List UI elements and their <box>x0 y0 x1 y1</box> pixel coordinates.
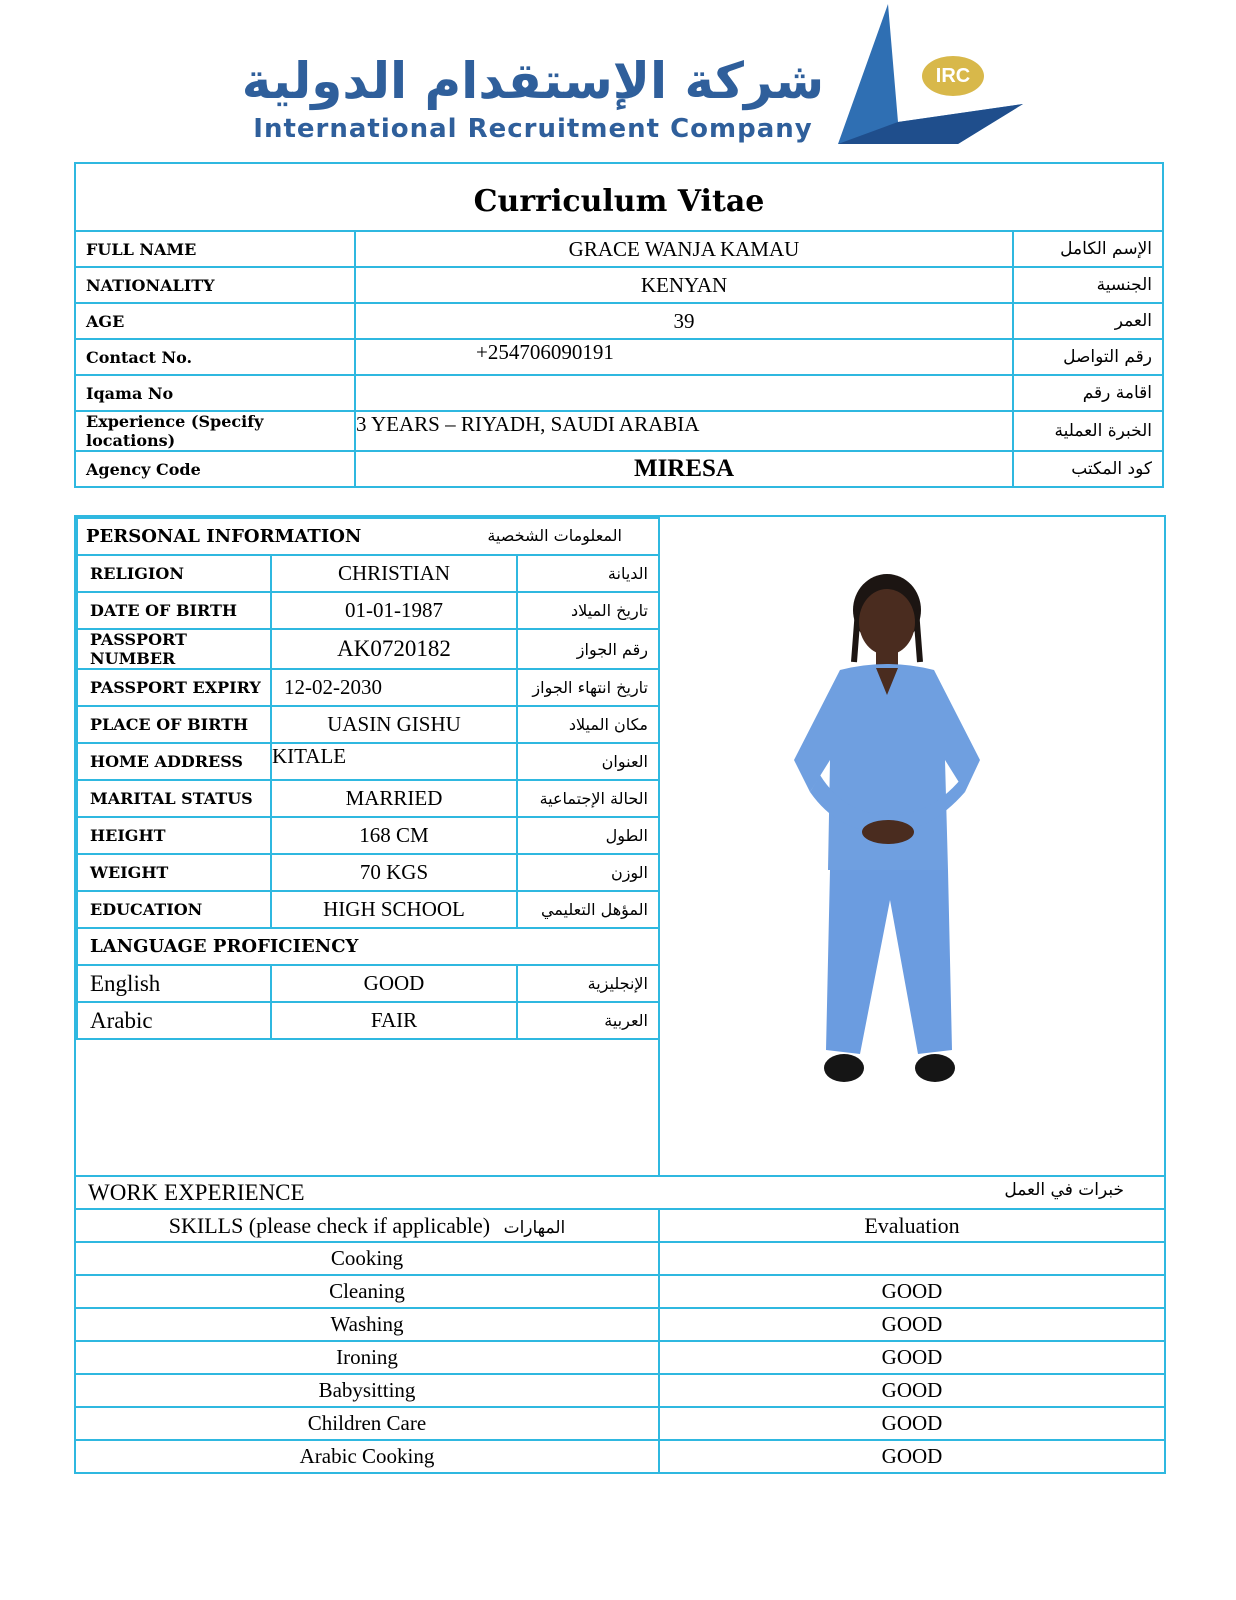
info-label-arabic: الطول <box>517 817 659 854</box>
work-experience-table <box>74 1175 1166 1474</box>
skill-evaluation: GOOD <box>659 1275 1165 1308</box>
summary-value: 3 YEARS – RIYADH, SAUDI ARABIA <box>355 411 1013 451</box>
summary-label-arabic: اقامة رقم <box>1013 375 1163 411</box>
skill-row <box>75 1374 1165 1407</box>
agency-code-value: MIRESA <box>355 451 1013 487</box>
skills-heading <box>75 1209 659 1242</box>
summary-row-agency-code <box>75 451 1163 487</box>
skill-name: Babysitting <box>75 1374 659 1407</box>
info-value: UASIN GISHU <box>271 706 517 743</box>
skills-heading-arabic: المهارات <box>503 1217 566 1238</box>
summary-label: AGE <box>75 303 355 339</box>
info-value: AK0720182 <box>271 629 517 669</box>
skill-evaluation: GOOD <box>659 1407 1165 1440</box>
info-row-education <box>77 891 659 928</box>
summary-label: NATIONALITY <box>75 267 355 303</box>
summary-label: Experience (Specify locations) <box>75 411 355 451</box>
skill-name: Washing <box>75 1308 659 1341</box>
info-label-arabic: مكان الميلاد <box>517 706 659 743</box>
language-level: FAIR <box>271 1002 517 1039</box>
info-label-arabic: الحالة الإجتماعية <box>517 780 659 817</box>
info-row-passport-number <box>77 629 659 669</box>
info-label-arabic: تاريخ انتهاء الجواز <box>517 669 659 706</box>
language-proficiency-heading: LANGUAGE PROFICIENCY <box>77 928 659 965</box>
summary-label-arabic: رقم التواصل <box>1013 339 1163 375</box>
info-label: EDUCATION <box>77 891 271 928</box>
info-label-arabic: العنوان <box>517 743 659 780</box>
summary-row-contact <box>75 339 1163 375</box>
summary-value: KENYAN <box>355 267 1013 303</box>
summary-row-full-name <box>75 231 1163 267</box>
info-row-religion <box>77 555 659 592</box>
skill-evaluation: GOOD <box>659 1308 1165 1341</box>
cv-summary-table <box>74 162 1164 488</box>
info-label: MARITAL STATUS <box>77 780 271 817</box>
skills-heading-text: SKILLS (please check if applicable) <box>168 1212 491 1238</box>
skill-row <box>75 1407 1165 1440</box>
skill-evaluation: GOOD <box>659 1440 1165 1473</box>
info-value: CHRISTIAN <box>271 555 517 592</box>
company-name-english: International Recruitment Company <box>253 114 813 144</box>
skills-header-row <box>75 1209 1165 1242</box>
skill-row <box>75 1341 1165 1374</box>
info-value: 12-02-2030 <box>271 669 517 706</box>
info-label-arabic: تاريخ الميلاد <box>517 592 659 629</box>
language-level: GOOD <box>271 965 517 1002</box>
summary-value: 39 <box>355 303 1013 339</box>
summary-value: +254706090191 <box>355 339 1013 375</box>
info-label: PASSPORT EXPIRY <box>77 669 271 706</box>
summary-row-nationality <box>75 267 1163 303</box>
info-value: KITALE <box>271 743 517 780</box>
info-label: RELIGION <box>77 555 271 592</box>
personal-info-title-arabic: المعلومات الشخصية <box>487 526 622 545</box>
summary-label-arabic: الخبرة العملية <box>1013 411 1163 451</box>
language-row-english <box>77 965 659 1002</box>
language-row-arabic <box>77 1002 659 1039</box>
info-label: PLACE OF BIRTH <box>77 706 271 743</box>
company-header <box>0 0 1236 160</box>
language-label-arabic: الإنجليزية <box>517 965 659 1002</box>
info-row-place-of-birth <box>77 706 659 743</box>
info-row-height <box>77 817 659 854</box>
skill-evaluation <box>659 1242 1165 1275</box>
personal-info-heading <box>77 518 659 555</box>
work-experience-title-arabic: خبرات في العمل <box>1004 1179 1124 1200</box>
skill-evaluation: GOOD <box>659 1374 1165 1407</box>
summary-label-arabic: الإسم الكامل <box>1013 231 1163 267</box>
summary-row-age <box>75 303 1163 339</box>
summary-row-iqama <box>75 375 1163 411</box>
info-label: PASSPORT NUMBER <box>77 629 271 669</box>
info-label: HOME ADDRESS <box>77 743 271 780</box>
language-label-arabic: العربية <box>517 1002 659 1039</box>
info-label: WEIGHT <box>77 854 271 891</box>
info-row-date-of-birth <box>77 592 659 629</box>
info-row-passport-expiry <box>77 669 659 706</box>
info-label-arabic: رقم الجواز <box>517 629 659 669</box>
info-label: HEIGHT <box>77 817 271 854</box>
language-label: English <box>77 965 271 1002</box>
skill-row <box>75 1440 1165 1473</box>
personal-info-title: PERSONAL INFORMATION <box>86 526 362 547</box>
skill-name: Cleaning <box>75 1275 659 1308</box>
info-value: HIGH SCHOOL <box>271 891 517 928</box>
skill-name: Children Care <box>75 1407 659 1440</box>
skill-evaluation: GOOD <box>659 1341 1165 1374</box>
evaluation-heading: Evaluation <box>659 1209 1165 1242</box>
personal-info-table <box>76 517 660 1040</box>
summary-value: GRACE WANJA KAMAU <box>355 231 1013 267</box>
info-value: 168 CM <box>271 817 517 854</box>
info-label-arabic: الوزن <box>517 854 659 891</box>
summary-label-arabic: الجنسية <box>1013 267 1163 303</box>
info-value: 70 KGS <box>271 854 517 891</box>
skill-name: Cooking <box>75 1242 659 1275</box>
info-value: MARRIED <box>271 780 517 817</box>
summary-label: FULL NAME <box>75 231 355 267</box>
summary-label: Contact No. <box>75 339 355 375</box>
summary-value <box>355 375 1013 411</box>
cv-title: Curriculum Vitae <box>75 163 1163 231</box>
company-name-arabic: شركة الإستقدام الدولية <box>241 52 825 110</box>
work-experience-title: WORK EXPERIENCE <box>88 1179 305 1205</box>
info-row-home-address <box>77 743 659 780</box>
summary-label-arabic: كود المكتب <box>1013 451 1163 487</box>
skill-row <box>75 1308 1165 1341</box>
summary-label: Iqama No <box>75 375 355 411</box>
irc-badge: IRC <box>922 56 984 96</box>
skill-name: Ironing <box>75 1341 659 1374</box>
info-label-arabic: المؤهل التعليمي <box>517 891 659 928</box>
work-experience-heading <box>75 1176 1165 1209</box>
skill-row <box>75 1242 1165 1275</box>
skill-name: Arabic Cooking <box>75 1440 659 1473</box>
summary-row-experience <box>75 411 1163 451</box>
info-label: DATE OF BIRTH <box>77 592 271 629</box>
summary-label: Agency Code <box>75 451 355 487</box>
language-label: Arabic <box>77 1002 271 1039</box>
info-label-arabic: الديانة <box>517 555 659 592</box>
candidate-photo <box>780 570 995 1130</box>
info-value: 01-01-1987 <box>271 592 517 629</box>
info-row-marital-status <box>77 780 659 817</box>
summary-label-arabic: العمر <box>1013 303 1163 339</box>
skill-row <box>75 1275 1165 1308</box>
info-row-weight <box>77 854 659 891</box>
